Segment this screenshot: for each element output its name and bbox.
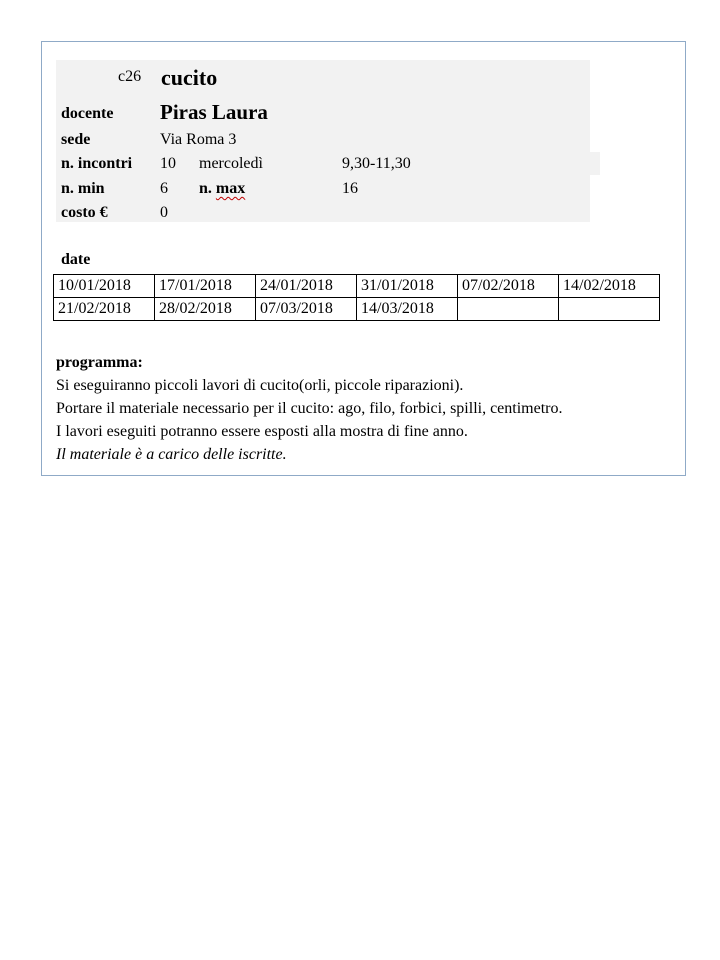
programma-line: Portare il materiale necessario per il cucito: ago, filo, forbici, spilli, centimetro. bbox=[56, 400, 563, 417]
dates-label: date bbox=[61, 251, 91, 268]
course-info-panel-edge bbox=[590, 152, 600, 175]
date-cell bbox=[559, 298, 660, 321]
max-label-prefix: n. bbox=[199, 180, 216, 197]
date-cell: 10/01/2018 bbox=[54, 275, 155, 298]
orario-value: 9,30-11,30 bbox=[342, 155, 411, 172]
sede-value: Via Roma 3 bbox=[160, 131, 237, 148]
min-value: 6 bbox=[160, 180, 168, 197]
date-cell: 21/02/2018 bbox=[54, 298, 155, 321]
sede-label: sede bbox=[61, 131, 91, 148]
date-cell: 17/01/2018 bbox=[155, 275, 256, 298]
course-code: c26 bbox=[118, 68, 142, 85]
max-label bbox=[199, 180, 245, 198]
programma-line: I lavori eseguiti potranno essere esposti alla mostra di fine anno. bbox=[56, 423, 468, 440]
incontri-value: 10 bbox=[160, 155, 176, 172]
giorno-value: mercoledì bbox=[199, 155, 263, 172]
programma-line: Si eseguiranno piccoli lavori di cucito(orli, piccole riparazioni). bbox=[56, 377, 464, 394]
max-value: 16 bbox=[342, 180, 358, 197]
date-cell bbox=[458, 298, 559, 321]
docente-value: Piras Laura bbox=[160, 100, 268, 124]
min-label: n. min bbox=[61, 180, 105, 197]
date-cell: 28/02/2018 bbox=[155, 298, 256, 321]
max-label-word: max bbox=[215, 180, 246, 197]
course-card bbox=[41, 41, 686, 476]
date-cell: 07/03/2018 bbox=[256, 298, 357, 321]
date-cell: 24/01/2018 bbox=[256, 275, 357, 298]
dates-row bbox=[54, 275, 660, 298]
date-cell: 14/03/2018 bbox=[357, 298, 458, 321]
dates-table bbox=[53, 274, 660, 321]
docente-label: docente bbox=[61, 105, 114, 122]
programma-title: programma: bbox=[56, 354, 143, 371]
costo-label: costo € bbox=[61, 204, 108, 221]
programma-section bbox=[56, 351, 563, 466]
course-title: cucito bbox=[161, 65, 218, 90]
dates-row bbox=[54, 298, 660, 321]
date-cell: 07/02/2018 bbox=[458, 275, 559, 298]
programma-note: Il materiale è a carico delle iscritte. bbox=[56, 446, 287, 463]
incontri-label: n. incontri bbox=[61, 155, 133, 172]
date-cell: 31/01/2018 bbox=[357, 275, 458, 298]
costo-value: 0 bbox=[160, 204, 168, 221]
date-cell: 14/02/2018 bbox=[559, 275, 660, 298]
